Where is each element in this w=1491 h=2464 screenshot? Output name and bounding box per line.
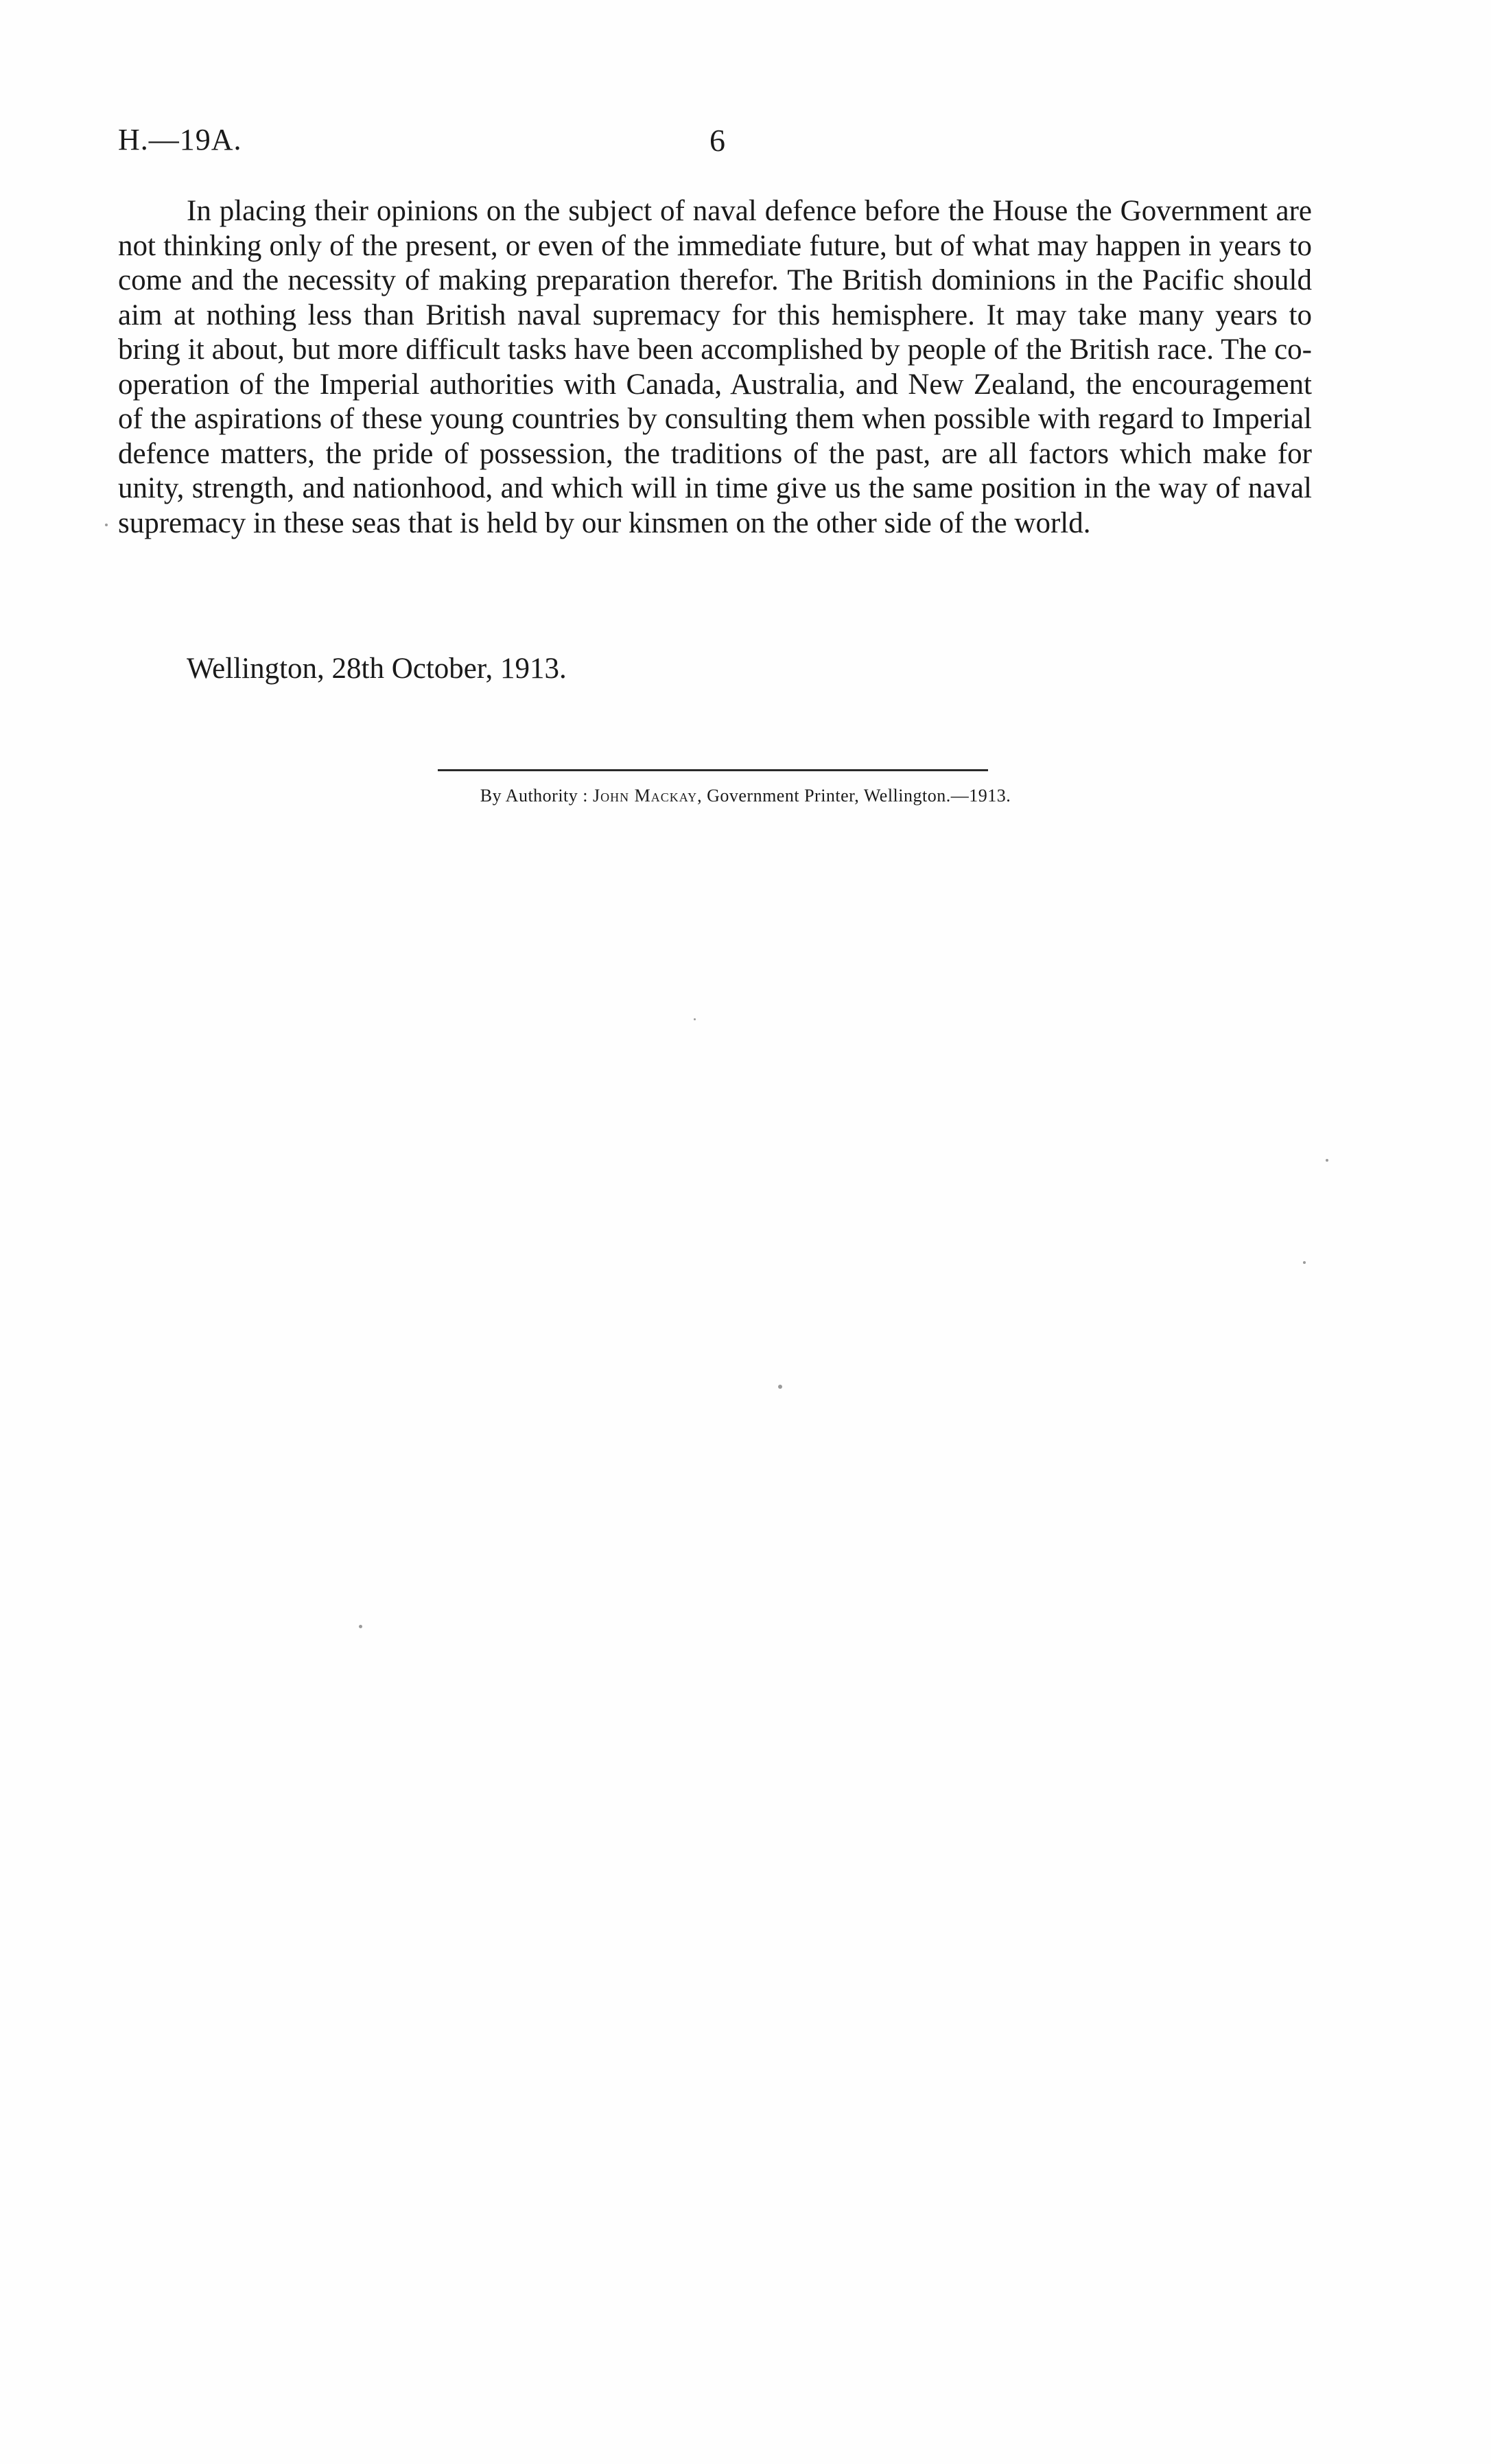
- imprint-printer-name: John Mackay: [593, 786, 698, 806]
- document-reference: H.—19A.: [118, 123, 242, 156]
- scan-speck: [694, 1018, 696, 1020]
- scan-speck: [359, 1625, 362, 1628]
- body-paragraph: In placing their opinions on the subject of naval defence before the House the Government are not thinking only of the present, or even of the immediate future, but of what may happen in years to come and the necessity of making preparation therefor. The British dominions in the Pacific should aim at nothing less than British naval supremacy for this hemisphere. It may take many years to bring it about, but more difficult tasks have been accomplished by people of the British race. The co-operation of the Imperial authorities with Canada, Australia, and New Zealand, the encouragement of the aspirations of these young countries by consulting them when possible with regard to Imperial defence matters, the pride of possession, the traditions of the past, are all factors which make for unity, strength, and nationhood, and which will in time give us the same position in the way of naval supremacy in these seas that is held by our kinsmen on the other side of the world.: [118, 195, 1312, 539]
- scan-speck: [105, 524, 108, 526]
- page-number: 6: [709, 123, 725, 158]
- printer-imprint: [0, 786, 1491, 806]
- dateline: Wellington, 28th October, 1913.: [187, 653, 567, 685]
- imprint-prefix: By Authority :: [480, 786, 594, 806]
- scan-speck: [778, 1385, 782, 1389]
- scan-speck: [1303, 1261, 1306, 1264]
- imprint-suffix: , Government Printer, Wellington.—1913.: [697, 786, 1011, 806]
- section-divider: [438, 769, 988, 771]
- scan-speck: [1326, 1159, 1328, 1162]
- page-header: [118, 122, 1312, 170]
